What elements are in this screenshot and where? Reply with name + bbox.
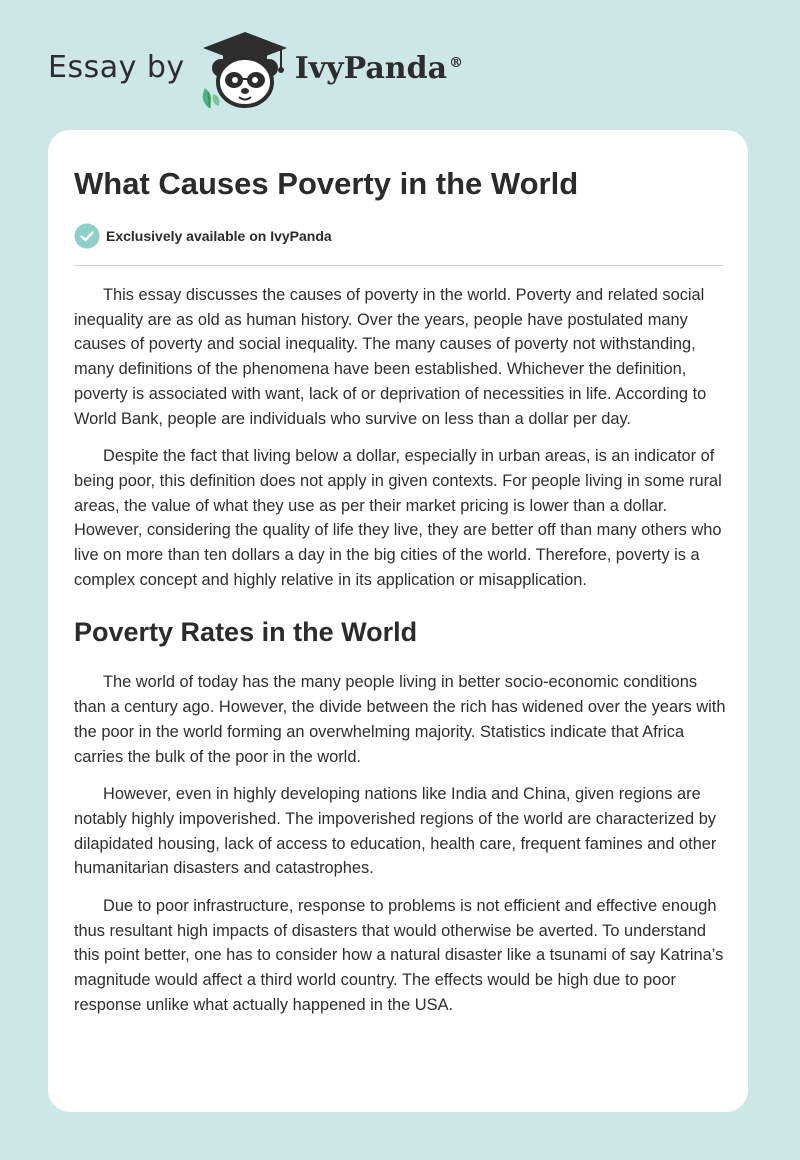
body-paragraph: This essay discusses the causes of poverty in the world. Poverty and related social inequality are as old as human history. Over the years, people have postulated many causes of poverty and social inequality. The many causes of poverty not withstanding, many definitions of the phenomena have been established. Whichever the definition, poverty is associated with want, lack of or deprivation of necessities in life. According to World Bank, people are individuals who survive on less than a dollar per day.: [74, 286, 707, 428]
site-header: [48, 30, 463, 110]
registered-mark: ®: [449, 54, 464, 71]
brand-prefix: Essay by: [48, 49, 185, 85]
body-paragraph: Despite the fact that living below a dollar, especially in urban areas, is an indicator of being poor, this definition does not apply in given contexts. For people living in some rural areas, the value of what they use as per their market pricing is lower than a dollar. However, considering the quality of life they live, they are better off than many others who live on more than ten dollars a day in the big cities of the world. Therefore, poverty is a complex concept and highly relative in its application or misapplication.: [74, 447, 722, 589]
exclusive-badge: [74, 222, 722, 250]
title-divider: [74, 265, 723, 266]
article-title: What Causes Poverty in the World: [74, 166, 579, 201]
brand-name-text: IvyPanda: [294, 50, 448, 86]
body-paragraph: The world of today has the many people living in better socio-economic conditions than a century ago. However, the divide between the rich has widened over the years with the poor in the world forming an overwhelming majority. Statistics indicate that Africa carries the bulk of the poor in the world.: [74, 673, 726, 766]
check-circle-icon: [74, 223, 100, 249]
section-heading: Poverty Rates in the World: [74, 617, 418, 648]
article-body: [74, 283, 726, 1018]
panda-graduate-logo-icon[interactable]: [199, 30, 291, 110]
exclusive-badge-text: Exclusively available on IvyPanda: [106, 228, 332, 244]
brand-name[interactable]: [295, 51, 463, 86]
body-paragraph: However, even in highly developing nations like India and China, given regions are notably highly impoverished. The impoverished regions of the world are characterized by dilapidated housing, lack of access to education, health care, frequent famines and other humanitarian disasters and catastrophes.: [74, 785, 717, 878]
body-paragraph: Due to poor infrastructure, response to problems is not efficient and effective enough thus resultant high impacts of disasters that would otherwise be averted. To understand this point better, one has to consider how a natural disaster like a tsunami of say Katrina’s magnitude would affect a third world country. The effects would be high due to poor response unlike what actually happened in the USA.: [74, 897, 724, 1014]
article-card: [48, 130, 748, 1112]
